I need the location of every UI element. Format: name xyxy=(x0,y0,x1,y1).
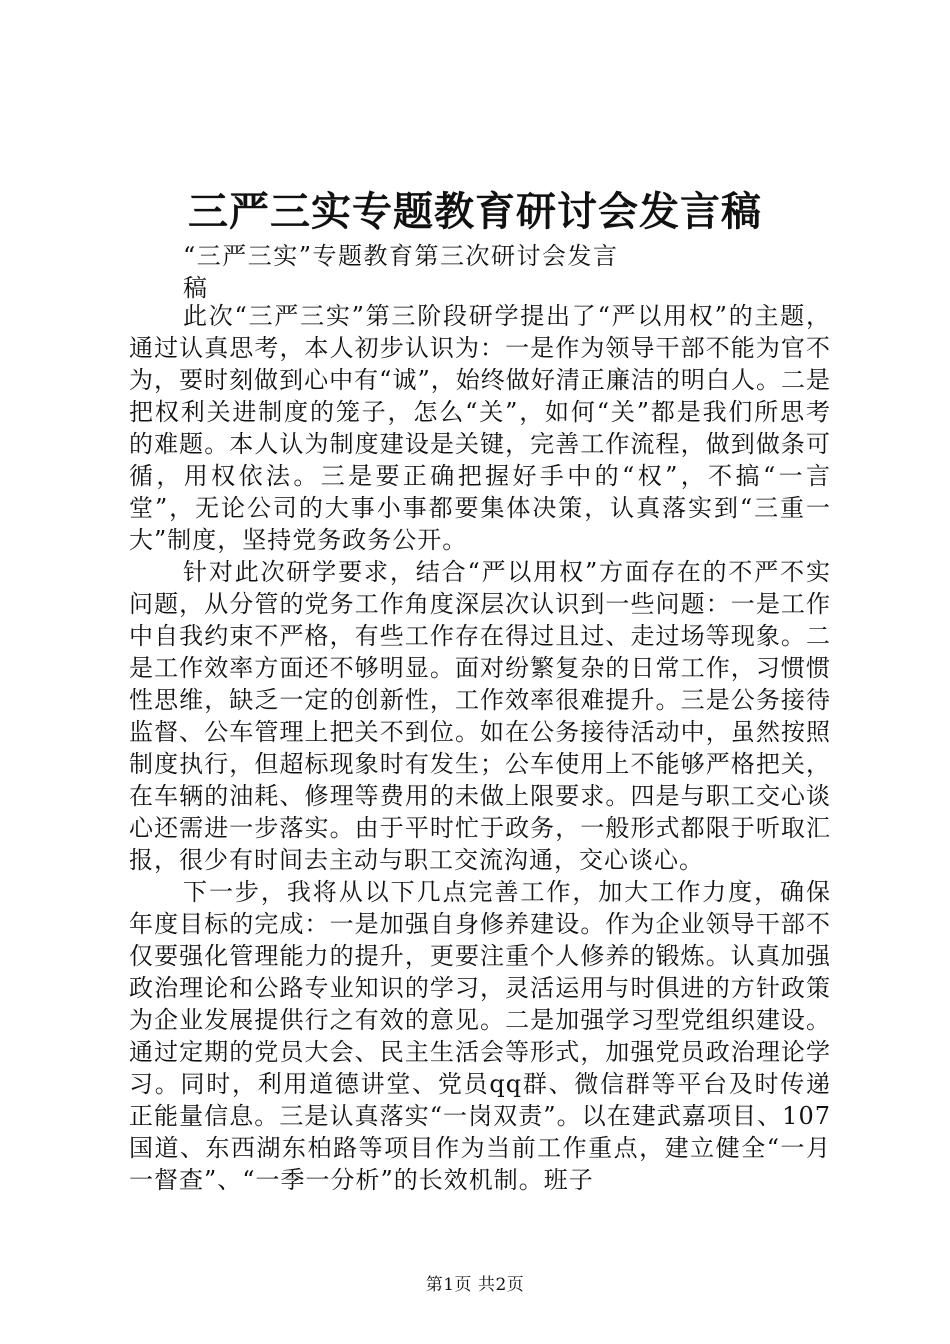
document-title: 三严三实专题教育研讨会发言稿 xyxy=(188,189,762,235)
paragraph-1: 此次“三严三实”第三阶段研学提出了“严以用权”的主题，通过认真思考，本人初步认识为：一是作为领导干部不能为官不为，要时刻做到心中有“诚”，始终做好清正廉洁的明白人。二是把权利关进制度的笼子，怎么“关”，如何“关”都是我们所思考的难题。本人认为制度建设是关键，完善工作流程，做到做条可循，用权依法。三是要正确把握好手中的“权”，不搞“一言堂”，无论公司的大事小事都要集体决策，认真落实到“三重一大”制度，坚持党务政务公开。 xyxy=(129,302,831,554)
page-number-footer: 第1页 共2页 xyxy=(425,1275,525,1295)
paragraph-3: 下一步，我将从以下几点完善工作，加大工作力度，确保年度目标的完成：一是加强自身修养建设。作为企业领导干部不仅要强化管理能力的提升，更要注重个人修养的锻炼。认真加强政治理论和公路专业知识的学习，灵活运用与时俱进的方针政策为企业发展提供行之有效的意见。二是加强学习型党组织建设。通过定期的党员大会、民主生活会等形式，加强党员政治理论学习。同时，利用道德讲堂、党员qq群、微信群等平台及时传递正能量信息。三是认真落实“一岗双责”。以在建武嘉项目、107国道、东西湖东柏路等项目作为当前工作重点，建立健全“一月一督查”、“一季一分析”的长效机制。班子 xyxy=(129,878,831,1194)
document-body xyxy=(129,300,831,1196)
paragraph-2: 针对此次研学要求，结合“严以用权”方面存在的不严不实问题，从分管的党务工作角度深层次认识到一些问题：一是工作中自我约束不严格，有些工作存在得过且过、走过场等现象。二是工作效率方面还不够明显。面对纷繁复杂的日常工作，习惯惯性思维，缺乏一定的创新性，工作效率很难提升。三是公务接待监督、公车管理上把关不到位。如在公务接待活动中，虽然按照制度执行，但超标现象时有发生；公车使用上不能够严格把关，在车辆的油耗、修理等费用的未做上限要求。四是与职工交心谈心还需进一步落实。由于平时忙于政务，一般形式都限于听取汇报，很少有时间去主动与职工交流沟通，交心谈心。 xyxy=(129,558,831,874)
document-subtitle: “三严三实”专题教育第三次研讨会发言稿 xyxy=(183,242,619,302)
